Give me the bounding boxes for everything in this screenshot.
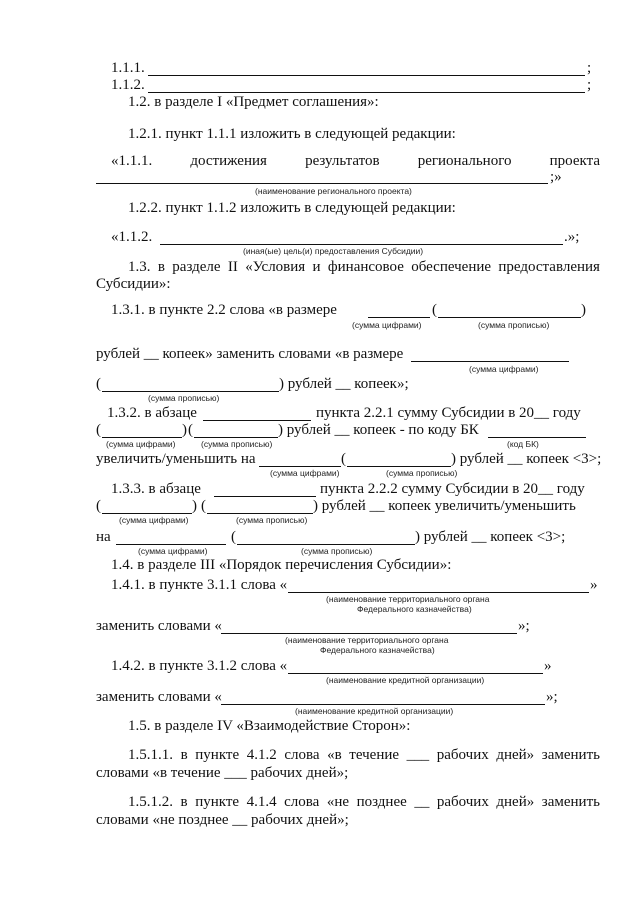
caption-words-4: (сумма прописью) [386,468,458,478]
word: рабочих [436,794,489,810]
word: 1.3. [128,259,151,275]
item-1-3-3-end [415,529,565,546]
item-1-3-3-text-b: пункта 2.2.2 сумму Субсидии в 20__ году [320,481,585,497]
word: финансовое [327,259,404,275]
caption-words-6: (сумма прописью) [301,546,373,556]
word: в [157,259,165,275]
section-1-5-heading: 1.5. в разделе IV «Взаимодействие Сторон»: [128,718,411,734]
item-1-1-2-blank[interactable] [148,92,585,93]
word: в [180,794,188,810]
word: регионального [417,153,512,169]
word: «не [326,794,350,810]
word: слова [284,747,320,763]
word: ___ [406,747,430,763]
caption-fk2-line1: (наименование территориального органа [285,635,449,645]
word: предоставления [498,259,600,275]
item-1-4-2-text: 1.4.2. в пункте 3.1.2 слова « [111,658,288,674]
replace-words-2: заменить словами « [96,689,222,705]
section-1-3-heading-cont: Субсидии»: [96,276,171,292]
word: позднее [356,794,407,810]
word: рабочих [436,747,489,763]
fk-blank[interactable] [288,592,589,593]
word: дней» [496,747,535,763]
caption-bank: (наименование кредитной организации) [326,675,485,685]
item-1-3-2-end [451,451,601,468]
word: течение [349,747,400,763]
section-1-2-heading: 1.2. в разделе I «Предмет соглашения»: [128,94,379,110]
close-quote-semi-1: »; [518,618,530,634]
item-1-3-1-end [279,376,409,393]
item-1-1-2-label: 1.1.2. [111,77,145,93]
bank-blank-2[interactable] [221,704,545,705]
caption-words-2: (сумма прописью) [148,393,220,403]
sum-words-blank-2[interactable] [102,391,279,392]
word: результатов [305,153,380,169]
paren-open-5: ( [341,451,346,467]
caption-kbk: (код БК) [507,439,539,449]
sum-digits-blank-4[interactable] [102,513,192,514]
word: достижения [190,153,267,169]
sum-digits-blank[interactable] [368,317,430,318]
word: обеспечение [411,259,492,275]
word: слова [284,794,320,810]
item-1-1-2-end: ; [587,77,592,93]
paren-close-2: ) [279,376,284,392]
item-1-5-1-2-cont: словами «не позднее __ рабочих дней»; [96,812,349,828]
item-1-3-2-change-text: увеличить/уменьшить на [96,451,256,467]
word: разделе [172,259,221,275]
word: «в [327,747,342,763]
caption-region-project: (наименование регионального проекта) [255,186,412,196]
caption-digits: (сумма цифрами) [352,320,422,330]
section-1-3-heading [128,259,600,276]
item-1-2-1-text: 1.2.1. пункт 1.1.1 изложить в следующей редакции: [128,126,456,142]
caption-goal: (иная(ые) цель(и) предоставления Субсидии) [243,246,424,256]
item-1-3-2-text-b: пункта 2.2.1 сумму Субсидии в 20__ году [316,405,581,421]
item-1-2-2-text: 1.2.2. пункт 1.1.2 изложить в следующей редакции: [128,200,456,216]
region-project-blank[interactable] [96,183,548,184]
word: 4.1.2 [246,747,277,763]
caption-digits-4: (сумма цифрами) [270,468,340,478]
paren-close-8: ) [415,529,420,545]
caption-words: (сумма прописью) [478,320,550,330]
paren-open: ( [432,302,437,318]
goal-blank[interactable] [160,244,563,245]
paren-open-3: ( [96,422,101,438]
sum-words-blank-4[interactable] [207,513,313,514]
word: 4.1.4 [246,794,277,810]
sum-digits-blank-3[interactable] [102,437,182,438]
item-1-5-1-1-cont: словами «в течение ___ рабочих дней»; [96,765,349,781]
paren-open-8: ( [231,529,236,545]
bank-blank[interactable] [288,673,543,674]
paren-close-3: ) [182,422,187,438]
item-1-1-1-label: 1.1.1. [111,60,145,76]
caption-fk2-line2: Федерального казначейства) [320,645,435,655]
word: «1.1.1. [111,153,153,169]
paren-close-4: ) [278,422,283,438]
caption-fk-line2: Федерального казначейства) [357,604,472,614]
paren-close: ) [581,302,586,318]
paren-close-6: ) [192,498,197,514]
item-1-3-1-text: 1.3.1. в пункте 2.2 слова «в размере [111,302,337,318]
item-1-5-1-2-text [128,794,600,811]
word: заменить [541,747,600,763]
item-1-3-1-end-text: рублей __ копеек»; [287,376,409,392]
item-1-3-3-on: на [96,529,111,545]
word: «Условия [245,259,306,275]
item-1-1-1-blank[interactable] [148,75,585,76]
close-quote: » [590,577,598,593]
paren-close-7: ) [313,498,318,514]
word: 1.5.1.2. [128,794,173,810]
sum-words-blank-3[interactable] [194,437,278,438]
close-quote-2: » [544,658,552,674]
item-1-4-1-text: 1.4.1. в пункте 3.1.1 слова « [111,577,288,593]
word: и [312,259,321,275]
item-1-3-2-end-text: рублей __ копеек <3>; [459,451,602,467]
caption-words-5: (сумма прописью) [236,515,308,525]
word: дней» [496,794,535,810]
word: заменить [541,794,600,810]
item-1-1-1-new-text [111,153,600,170]
paragraph-blank-2[interactable] [214,496,316,497]
word: в [180,747,188,763]
change-words-blank[interactable] [347,466,451,467]
item-1-3-3-change-text: рублей __ копеек увеличить/уменьшить [321,498,576,514]
close-quote-semi-2: »; [546,689,558,705]
item-1-3-2-kbk-text: рублей __ копеек - по коду БК [286,422,479,438]
sum-words-blank[interactable] [438,317,581,318]
change-words-blank-2[interactable] [237,544,415,545]
word: __ [414,794,430,810]
item-1-3-2-text-c [278,422,479,439]
region-project-end: ;» [550,169,562,185]
item-1-1-1-end: ; [587,60,592,76]
paren-open-7: ( [201,498,206,514]
paren-open-4: ( [188,422,193,438]
item-1-1-2-new-label: «1.1.2. [111,229,153,245]
section-1-4-heading: 1.4. в разделе III «Порядок перечисления Субсидии»: [111,557,452,573]
caption-digits-5: (сумма цифрами) [119,515,189,525]
item-1-3-3-end-text: рублей __ копеек <3>; [423,529,566,545]
item-1-3-3-text-a: 1.3.3. в абзаце [111,481,201,497]
goal-end: .»; [564,229,580,245]
change-digits-blank[interactable] [259,466,341,467]
fk-blank-2[interactable] [221,633,517,634]
kbk-blank[interactable] [488,437,586,438]
word: проекта [549,153,600,169]
word: II [227,259,238,275]
sum-digits-blank-2[interactable] [411,361,569,362]
word: пункте [195,794,240,810]
paren-open-6: ( [96,498,101,514]
item-1-3-3-text-c [313,498,576,515]
paren-open-2: ( [96,376,101,392]
word: 1.5.1.1. [128,747,173,763]
word: пункте [195,747,240,763]
replace-words-1: заменить словами « [96,618,222,634]
item-1-3-1-replace-text: рублей __ копеек» заменить словами «в размере [96,346,404,362]
caption-fk-line1: (наименование территориального органа [326,594,490,604]
paragraph-blank[interactable] [203,420,311,421]
caption-digits-2: (сумма цифрами) [469,364,539,374]
caption-words-3: (сумма прописью) [201,439,273,449]
item-1-3-2-text-a: 1.3.2. в абзаце [107,405,197,421]
caption-bank-2: (наименование кредитной организации) [295,706,454,716]
change-digits-blank-2[interactable] [116,544,226,545]
paren-close-5: ) [451,451,456,467]
caption-digits-6: (сумма цифрами) [138,546,208,556]
caption-digits-3: (сумма цифрами) [106,439,176,449]
item-1-5-1-1-text [128,747,600,764]
